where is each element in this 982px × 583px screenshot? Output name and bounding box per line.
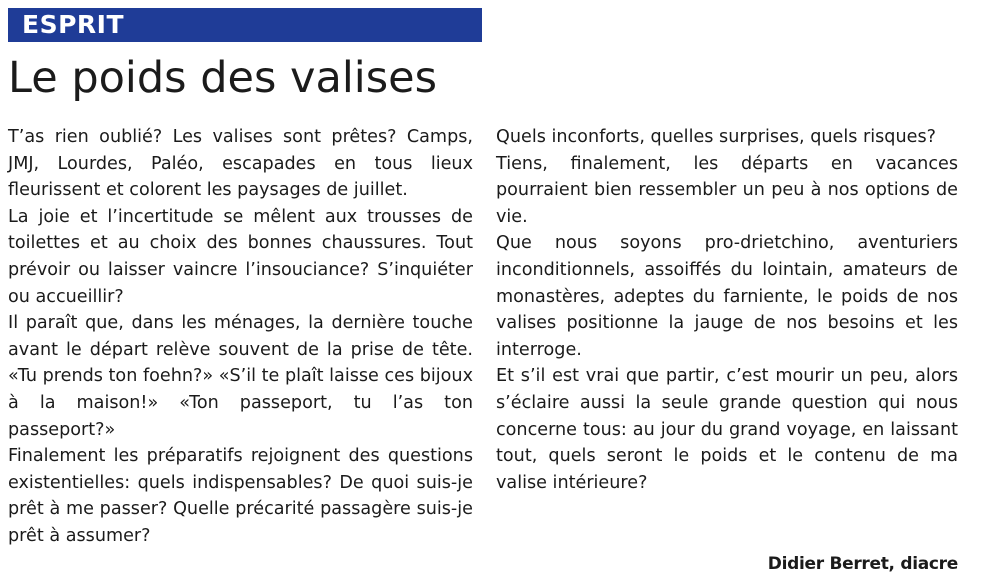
article-paragraph: Finalement les préparatifs rejoignent des questions existentielles: quels indispensables? De quoi suis-je prêt à me passer? Quelle précarité passagère suis-je prêt à assumer? bbox=[8, 446, 473, 546]
article-column-left bbox=[8, 124, 473, 550]
article-paragraph: T’as rien oublié? Les valises sont prêtes? Camps, JMJ, Lourdes, Paléo, escapades en tous lieux fleurissent et colorent les paysages de juillet. bbox=[8, 127, 473, 201]
article-paragraph: Que nous soyons pro-drietchino, aventuriers inconditionnels, assoiffés du lointain, amateurs de monastères, adeptes du farniente, le poids de nos valises positionne la jauge de nos besoins et les interroge. bbox=[496, 233, 958, 360]
article-paragraph: Il paraît que, dans les ménages, la dernière touche avant le départ relève souvent de la prise de tête. «Tu prends ton foehn?» «S’il te plaît laisse ces bijoux à la maison!» «Ton passeport, tu l’as ton passeport?» bbox=[8, 313, 473, 440]
section-rubric-banner bbox=[8, 8, 482, 42]
article-paragraph: La joie et l’incertitude se mêlent aux trousses de toilettes et au choix des bonnes chaussures. Tout prévoir ou laisser vaincre l’insouciance? S’inquiéter ou accueillir? bbox=[8, 206, 473, 307]
author-signature: Didier Berret, diacre bbox=[767, 554, 958, 574]
article-paragraph: Et s’il est vrai que partir, c’est mourir un peu, alors s’éclaire aussi la seule grande question qui nous concerne tous: au jour du grand voyage, en laissant tout, quels seront le poids et le contenu de ma valise intérieure? bbox=[496, 366, 958, 493]
article-column-right bbox=[496, 124, 958, 496]
article-title: Le poids des valises bbox=[8, 53, 438, 103]
section-rubric-label: ESPRIT bbox=[22, 10, 125, 39]
article-paragraph: Tiens, finalement, les départs en vacances pourraient bien ressembler un peu à nos options de vie. bbox=[496, 153, 958, 227]
article-paragraph: Quels inconforts, quelles surprises, quels risques? bbox=[496, 127, 936, 147]
